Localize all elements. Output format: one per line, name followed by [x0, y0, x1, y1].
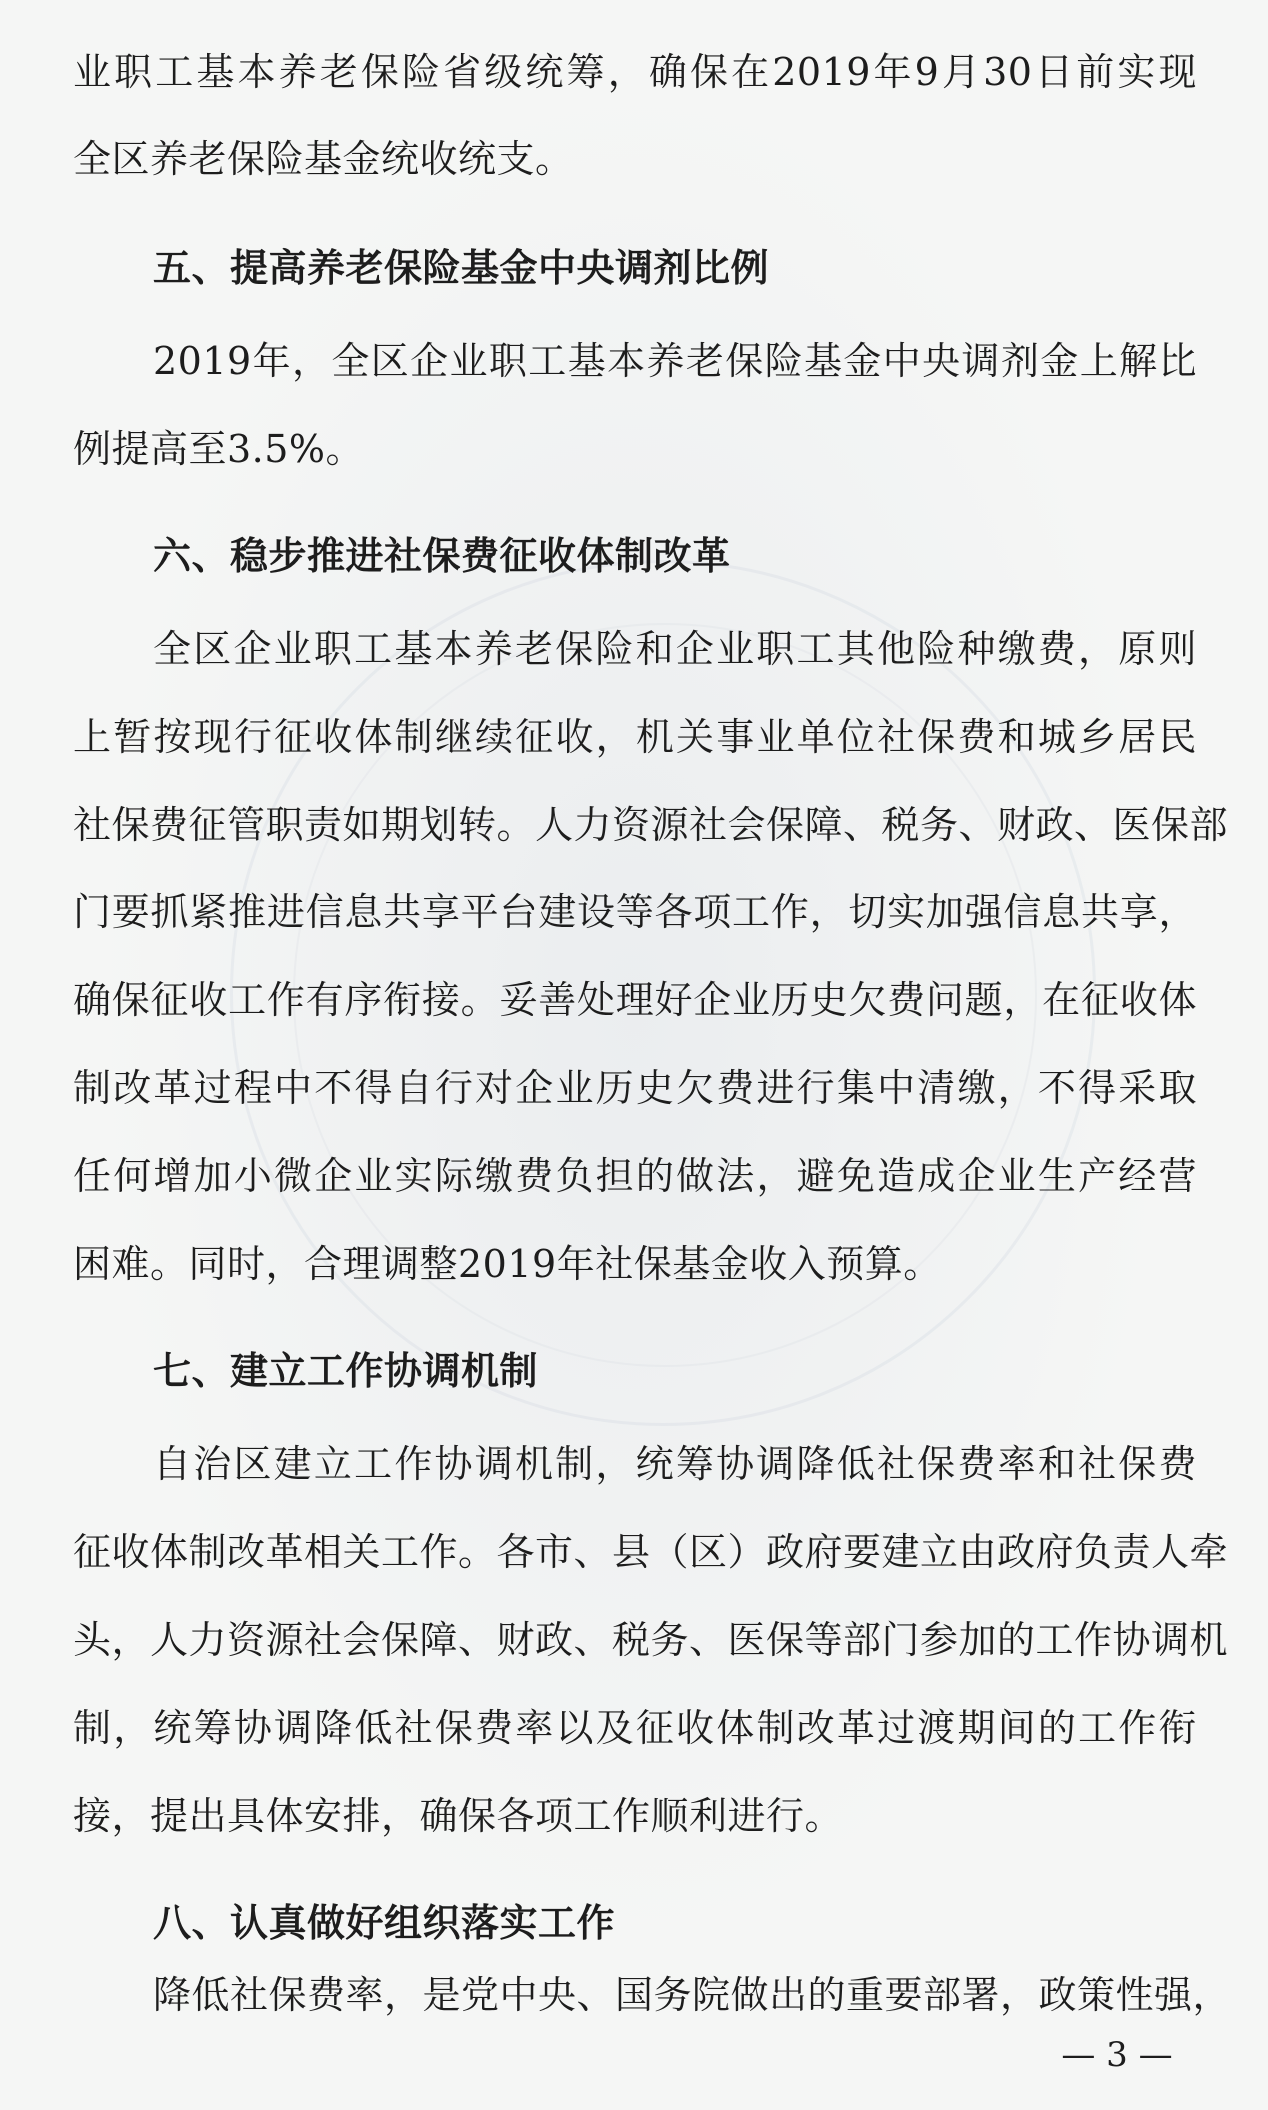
text-line-17: 接，提出具体安排，确保各项工作顺利进行。	[73, 1794, 844, 1838]
text-line-5: 全区企业职工基本养老保险和企业职工其他险种缴费，原则	[153, 627, 1197, 671]
text-line-14: 征收体制改革相关工作。各市、县（区）政府要建立由政府负责人牵	[73, 1530, 1229, 1574]
text-line-12: 困难。同时，合理调整2019年社保基金收入预算。	[73, 1242, 942, 1286]
text-line-13: 自治区建立工作协调机制，统筹协调降低社保费率和社保费	[153, 1442, 1197, 1486]
section-heading-7: 七、建立工作协调机制	[153, 1349, 539, 1393]
text-line-3: 2019年，全区企业职工基本养老保险基金中央调剂金上解比	[153, 339, 1197, 383]
text-line-15: 头，人力资源社会保障、财政、税务、医保等部门参加的工作协调机	[73, 1618, 1229, 1662]
section-heading-5: 五、提高养老保险基金中央调剂比例	[153, 246, 770, 290]
text-line-4: 例提高至3.5%。	[73, 427, 365, 471]
text-line-18: 降低社保费率，是党中央、国务院做出的重要部署，政策性强，	[153, 1973, 1232, 2017]
text-line-11: 任何增加小微企业实际缴费负担的做法，避免造成企业生产经营	[73, 1154, 1197, 1198]
text-line-9: 确保征收工作有序衔接。妥善处理好企业历史欠费问题，在征收体	[73, 978, 1197, 1022]
text-line-16: 制，统筹协调降低社保费率以及征收体制改革过渡期间的工作衔	[73, 1706, 1197, 1750]
section-heading-6: 六、稳步推进社保费征收体制改革	[153, 534, 731, 578]
page-number: — 3 —	[1061, 2035, 1173, 2075]
text-line-10: 制改革过程中不得自行对企业历史欠费进行集中清缴，不得采取	[73, 1066, 1197, 1110]
text-line-6: 上暂按现行征收体制继续征收，机关事业单位社保费和城乡居民	[73, 715, 1197, 759]
text-line-8: 门要抓紧推进信息共享平台建设等各项工作，切实加强信息共享，	[73, 890, 1197, 934]
text-line-7: 社保费征管职责如期划转。人力资源社会保障、税务、财政、医保部	[73, 803, 1229, 847]
text-line-1: 业职工基本养老保险省级统筹，确保在2019年9月30日前实现	[73, 50, 1197, 94]
section-heading-8: 八、认真做好组织落实工作	[153, 1901, 616, 1945]
text-line-2: 全区养老保险基金统收统支。	[73, 137, 574, 181]
